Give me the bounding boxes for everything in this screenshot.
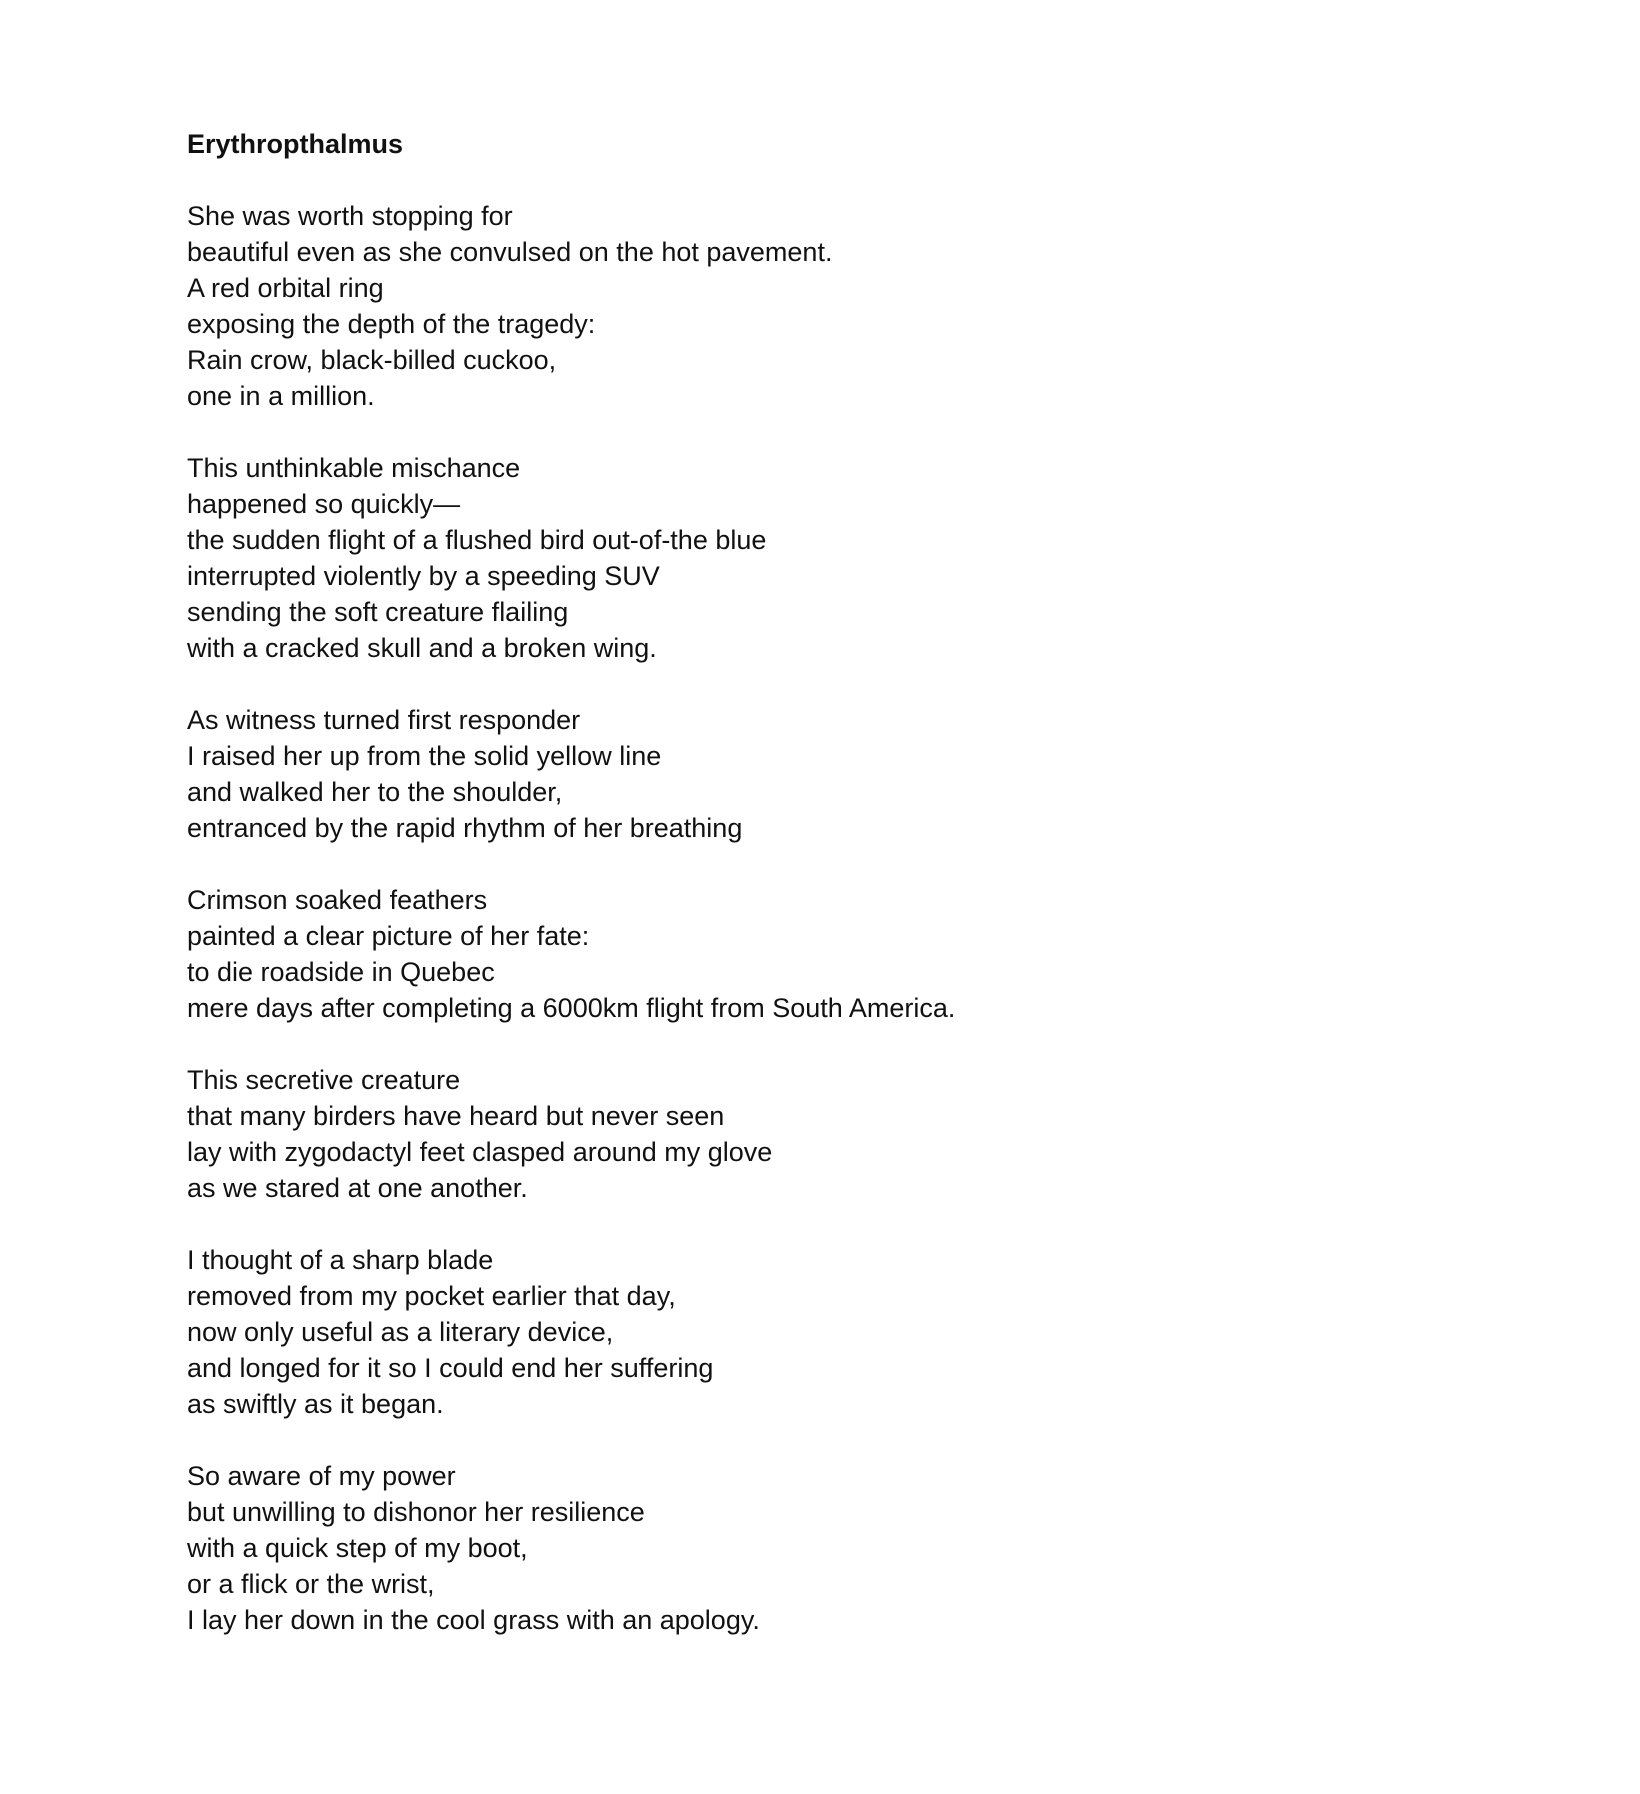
poem-line: and walked her to the shoulder, bbox=[187, 777, 563, 807]
poem-line: I thought of a sharp blade bbox=[187, 1245, 494, 1275]
poem-line: or a flick or the wrist, bbox=[187, 1569, 435, 1599]
poem-line: This unthinkable mischance bbox=[187, 453, 521, 483]
poem-line: entranced by the rapid rhythm of her breathing bbox=[187, 813, 743, 843]
poem-line: This secretive creature bbox=[187, 1065, 461, 1095]
poem-line: As witness turned first responder bbox=[187, 705, 581, 735]
poem-title: Erythropthalmus bbox=[187, 129, 404, 159]
poem-line: to die roadside in Quebec bbox=[187, 957, 495, 987]
poem-line: as we stared at one another. bbox=[187, 1173, 528, 1203]
poem-line: So aware of my power bbox=[187, 1461, 456, 1491]
poem-line: A red orbital ring bbox=[187, 273, 384, 303]
poem-line: beautiful even as she convulsed on the hot pavement. bbox=[187, 237, 833, 267]
poem-line: the sudden flight of a flushed bird out-of-the blue bbox=[187, 525, 767, 555]
poem-line: painted a clear picture of her fate: bbox=[187, 921, 590, 951]
stanza-3 bbox=[187, 702, 1487, 846]
document-page bbox=[187, 126, 1487, 1638]
stanza-7 bbox=[187, 1458, 1487, 1638]
poem-line: as swiftly as it began. bbox=[187, 1389, 444, 1419]
stanza-2 bbox=[187, 450, 1487, 666]
stanza-6 bbox=[187, 1242, 1487, 1422]
poem-line: removed from my pocket earlier that day, bbox=[187, 1281, 676, 1311]
poem-line: I raised her up from the solid yellow line bbox=[187, 741, 662, 771]
stanza-1 bbox=[187, 198, 1487, 414]
poem-line: interrupted violently by a speeding SUV bbox=[187, 561, 660, 591]
poem-line: and longed for it so I could end her suffering bbox=[187, 1353, 714, 1383]
poem-line: She was worth stopping for bbox=[187, 201, 513, 231]
poem-line: but unwilling to dishonor her resilience bbox=[187, 1497, 645, 1527]
poem-line: lay with zygodactyl feet clasped around my glove bbox=[187, 1137, 773, 1167]
stanza-4 bbox=[187, 882, 1487, 1026]
poem-line: happened so quickly— bbox=[187, 489, 461, 519]
poem-line: with a quick step of my boot, bbox=[187, 1533, 528, 1563]
poem-line: exposing the depth of the tragedy: bbox=[187, 309, 596, 339]
stanza-5 bbox=[187, 1062, 1487, 1206]
poem-line: I lay her down in the cool grass with an apology. bbox=[187, 1605, 760, 1635]
poem-line: mere days after completing a 6000km flight from South America. bbox=[187, 993, 956, 1023]
poem-line: with a cracked skull and a broken wing. bbox=[187, 633, 657, 663]
poem-line: one in a million. bbox=[187, 381, 375, 411]
poem-line: Rain crow, black-billed cuckoo, bbox=[187, 345, 557, 375]
poem-line: that many birders have heard but never seen bbox=[187, 1101, 725, 1131]
poem-line: Crimson soaked feathers bbox=[187, 885, 488, 915]
poem-line: now only useful as a literary device, bbox=[187, 1317, 614, 1347]
poem-line: sending the soft creature flailing bbox=[187, 597, 569, 627]
